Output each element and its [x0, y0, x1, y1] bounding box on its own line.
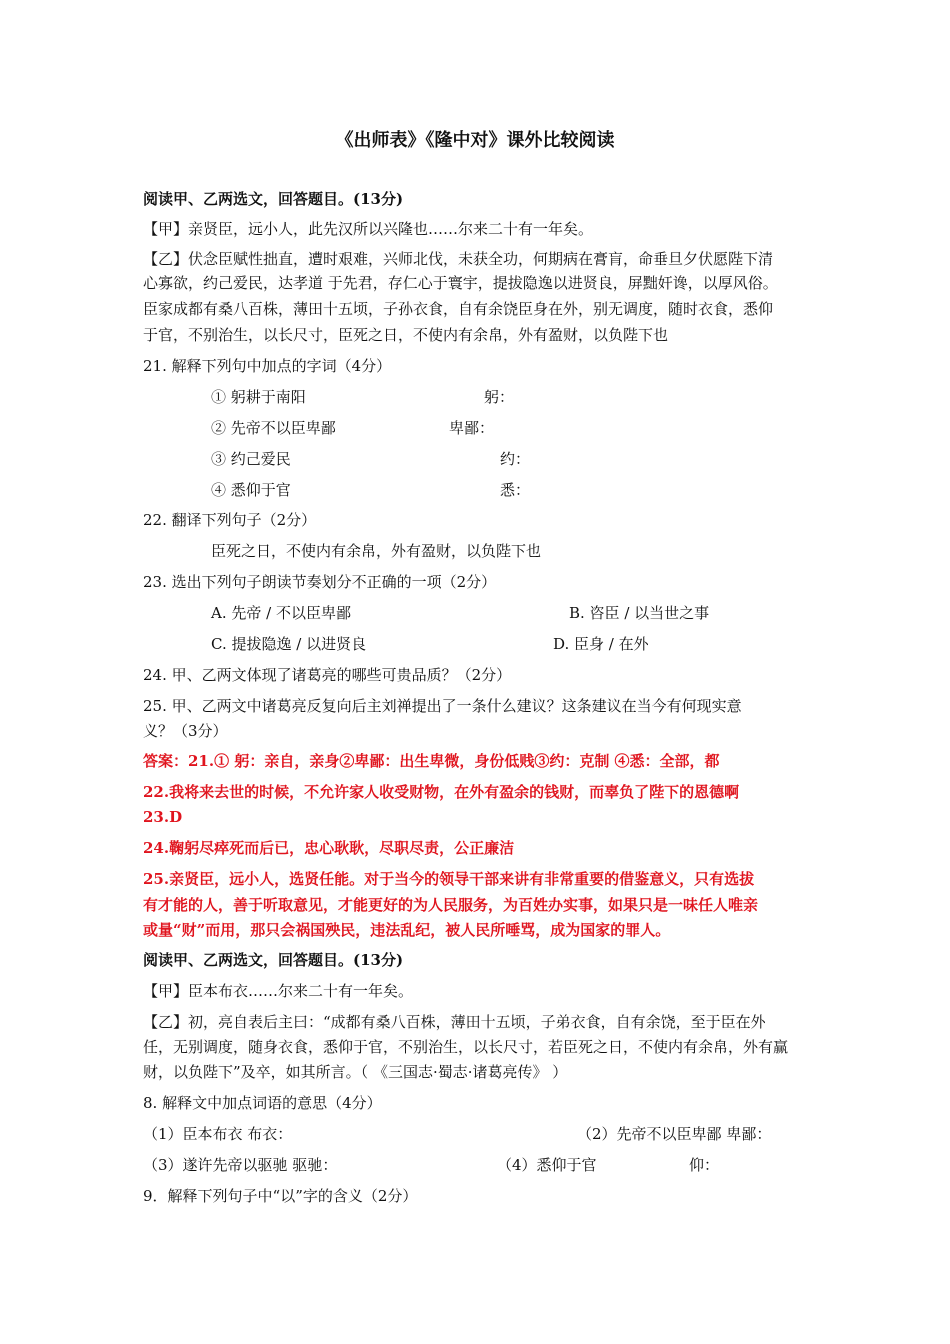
q21-item-4: ④ 悉仰于官: [211, 481, 291, 499]
question-8: 8. 解释文中加点词语的意思（4分）: [143, 1094, 382, 1112]
q21-item-3-key: 约：: [500, 450, 531, 468]
q21-item-4-key: 悉：: [500, 481, 531, 499]
answer-line-1: 答案：21.① 躬：亲自，亲身②卑鄙：出生卑微，身份低贱③约：克制 ④悉：全部，都: [143, 752, 720, 770]
q23-option-d: D. 臣身 / 在外: [553, 635, 649, 653]
answer-line-7: 或量“财”而用，那只会祸国殃民，违法乱纪，被人民所唾骂，成为国家的罪人。: [143, 921, 671, 939]
q21-item-3: ③ 约己爱民: [211, 450, 291, 468]
section1-yi-line-1: 【乙】伏念臣赋性拙直，遭时艰难，兴师北伐，未获全功，何期病在膏肓，命垂旦夕伏愿陛下清: [143, 250, 774, 268]
q8-item-4: （4）悉仰于官: [497, 1156, 597, 1174]
section1-jia: 【甲】亲贤臣，远小人，此先汉所以兴隆也……尔来二十有一年矣。: [143, 220, 594, 238]
q21-item-2-key: 卑鄙：: [449, 419, 495, 437]
answer-line-2: 22.我将来去世的时候，不允许家人收受财物，在外有盈余的钱财，而辜负了陛下的恩德啊: [143, 783, 740, 801]
answer-line-6: 有才能的人，善于听取意见，才能更好的为人民服务，为百姓办实事，如果只是一味任人唯亲: [143, 896, 759, 914]
answer-line-3: 23.D: [143, 808, 183, 826]
section1-yi-line-2: 心寡欲，约己爱民，达孝道 于先君，存仁心于寰宇，提拔隐逸以进贤良，屏黜奸谗，以厚风俗。: [143, 274, 778, 292]
q21-item-1-key: 躬：: [484, 388, 515, 406]
question-22: 22. 翻译下列句子（2分）: [143, 511, 317, 529]
question-25-line-1: 25. 甲、乙两文中诸葛亮反复向后主刘禅提出了一条什么建议？这条建议在当今有何现实意: [143, 697, 742, 715]
q23-option-a: A. 先帝 / 不以臣卑鄙: [211, 604, 351, 622]
page-title: 《出师表》《隆中对》课外比较阅读: [335, 130, 615, 151]
section1-heading: 阅读甲、乙两选文，回答题目。(13分): [143, 190, 404, 208]
question-9: 9．解释下列句子中“以”字的含义（2分）: [143, 1187, 418, 1205]
question-23: 23. 选出下列句子朗读节奏划分不正确的一项（2分）: [143, 573, 497, 591]
q8-item-2: （2）先帝不以臣卑鄙 卑鄙：: [577, 1125, 772, 1143]
q22-text: 臣死之日，不使内有余帛，外有盈财，以负陛下也: [211, 542, 542, 560]
question-25-line-2: 义？（3分）: [143, 722, 228, 740]
question-21: 21. 解释下列句中加点的字词（4分）: [143, 357, 392, 375]
section1-yi-line-4: 于官，不别治生，以长尺寸，臣死之日，不使内有余帛，外有盈财，以负陛下也: [143, 326, 669, 344]
q23-option-c: C. 提拔隐逸 / 以进贤良: [211, 635, 367, 653]
q21-item-2: ② 先帝不以臣卑鄙: [211, 419, 336, 437]
section2-yi-line-3: 财，以负陛下”及卒，如其所言。（ 《三国志·蜀志·诸葛亮传》 ）: [143, 1063, 568, 1081]
q23-option-b: B. 咨臣 / 以当世之事: [569, 604, 710, 622]
section1-yi-line-3: 臣家成都有桑八百株，薄田十五顷，子孙衣食，自有余饶臣身在外，别无调度，随时衣食，悉仰: [143, 300, 774, 318]
q21-item-1: ① 躬耕于南阳: [211, 388, 306, 406]
q8-item-3: （3）遂许先帝以驱驰 驱驰：: [143, 1156, 338, 1174]
question-24: 24. 甲、乙两文体现了诸葛亮的哪些可贵品质？（2分）: [143, 666, 512, 684]
section2-yi-line-1: 【乙】初，亮自表后主曰：“成都有桑八百株，薄田十五顷，子弟衣食，自有余饶，至于臣在外: [143, 1013, 766, 1031]
q8-item-4-key: 仰：: [689, 1156, 720, 1174]
answer-line-5: 25.亲贤臣，远小人，选贤任能。对于当今的领导干部来讲有非常重要的借鉴意义，只有选拔: [143, 870, 755, 888]
q8-item-1: （1）臣本布衣 布衣：: [143, 1125, 293, 1143]
section2-jia: 【甲】臣本布衣……尔来二十有一年矣。: [143, 982, 414, 1000]
answer-line-4: 24.鞠躬尽瘁死而后已，忠心耿耿，尽职尽责，公正廉洁: [143, 839, 515, 857]
section2-heading: 阅读甲、乙两选文，回答题目。(13分): [143, 951, 404, 969]
section2-yi-line-2: 任，无别调度，随身衣食，悉仰于官，不别治生，以长尺寸，若臣死之日，不使内有余帛，外有赢: [143, 1038, 789, 1056]
